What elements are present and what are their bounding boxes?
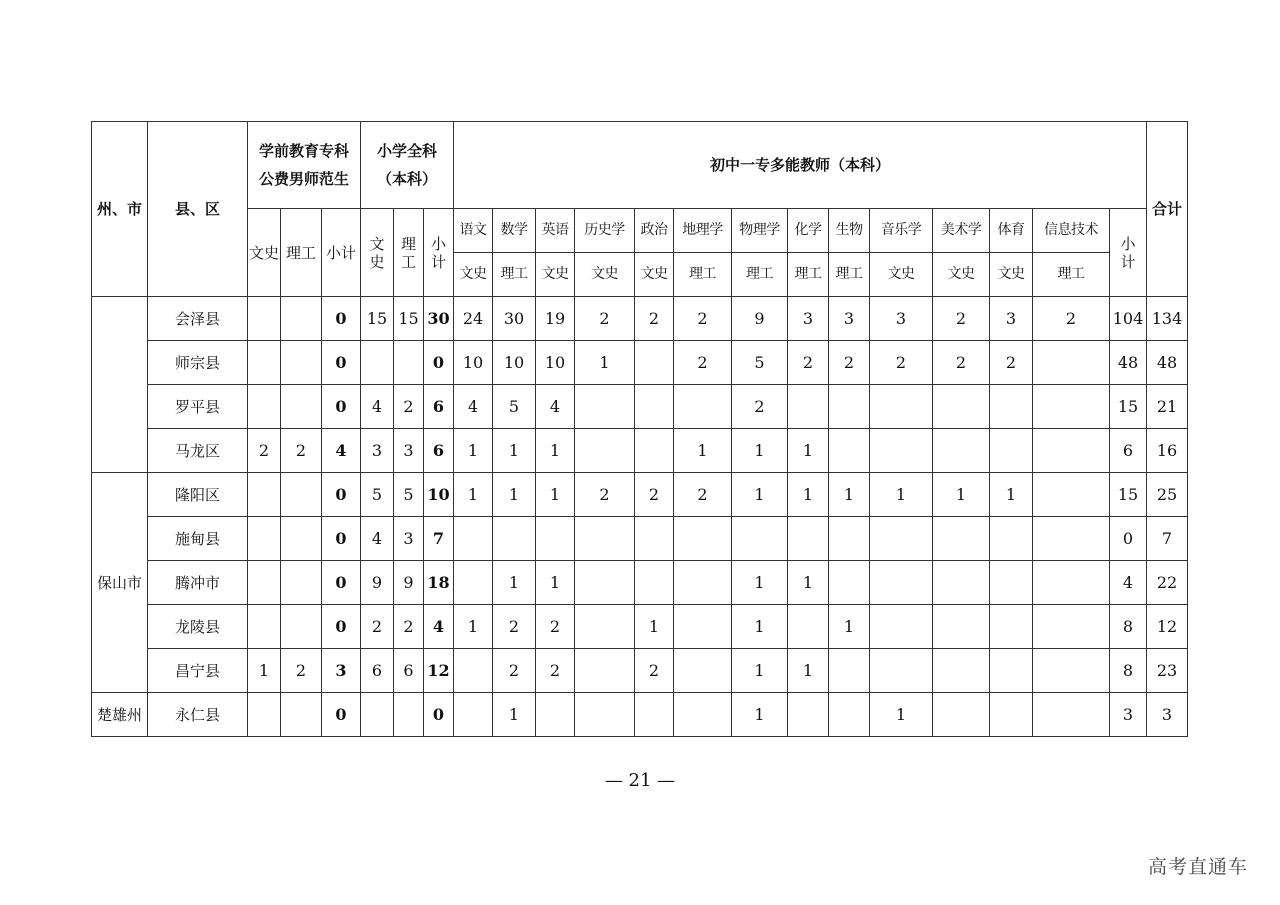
value-cell: 3	[394, 429, 424, 473]
value-cell: 6	[361, 649, 394, 693]
value-cell: 2	[933, 341, 990, 385]
subject-politics: 政治	[635, 209, 674, 253]
header-g1-subtotal: 小计	[322, 209, 361, 297]
value-cell: 0	[424, 341, 454, 385]
value-cell: 1	[493, 473, 536, 517]
table-row	[92, 385, 1188, 429]
value-cell	[1033, 605, 1110, 649]
value-cell	[674, 561, 732, 605]
stream-fine-arts: 文史	[933, 253, 990, 297]
value-cell	[1033, 429, 1110, 473]
value-cell: 6	[1110, 429, 1147, 473]
header-g2-subtotal-a: 小	[430, 234, 446, 253]
value-cell: 15	[1110, 473, 1147, 517]
value-cell	[248, 473, 281, 517]
value-cell: 1	[788, 649, 829, 693]
value-cell	[990, 649, 1033, 693]
value-cell: 2	[674, 473, 732, 517]
value-cell: 2	[575, 297, 635, 341]
value-cell	[990, 385, 1033, 429]
subject-fine-arts: 美术学	[933, 209, 990, 253]
value-cell: 1	[933, 473, 990, 517]
table-row	[92, 649, 1188, 693]
value-cell	[536, 693, 575, 737]
stream-pe: 文史	[990, 253, 1033, 297]
value-cell: 1	[732, 605, 788, 649]
value-cell: 4	[322, 429, 361, 473]
value-cell: 3	[361, 429, 394, 473]
value-cell	[281, 473, 322, 517]
stream-geography: 理工	[674, 253, 732, 297]
value-cell	[933, 561, 990, 605]
stream-it: 理工	[1033, 253, 1110, 297]
value-cell	[990, 693, 1033, 737]
value-cell: 2	[248, 429, 281, 473]
header-prefecture: 州、市	[92, 122, 148, 297]
value-cell: 2	[536, 605, 575, 649]
value-cell	[454, 649, 493, 693]
value-cell	[829, 429, 870, 473]
value-cell: 1	[990, 473, 1033, 517]
subject-physics: 物理学	[732, 209, 788, 253]
value-cell	[281, 385, 322, 429]
value-cell: 6	[394, 649, 424, 693]
value-cell: 1	[536, 473, 575, 517]
value-cell	[575, 517, 635, 561]
value-cell	[870, 561, 933, 605]
value-cell	[829, 649, 870, 693]
county-cell: 昌宁县	[148, 649, 248, 693]
value-cell	[361, 341, 394, 385]
value-cell: 0	[322, 341, 361, 385]
table-body	[92, 297, 1188, 737]
value-cell: 1	[732, 649, 788, 693]
value-cell	[575, 605, 635, 649]
value-cell: 1	[635, 605, 674, 649]
value-cell	[788, 385, 829, 429]
table-row	[92, 473, 1188, 517]
value-cell: 1	[829, 473, 870, 517]
header-primary	[361, 122, 454, 209]
value-cell	[536, 517, 575, 561]
value-cell	[1033, 341, 1110, 385]
value-cell	[933, 517, 990, 561]
value-cell: 2	[990, 341, 1033, 385]
prefecture-cell-chuxiong: 楚雄州	[92, 693, 148, 737]
value-cell: 5	[732, 341, 788, 385]
value-cell: 30	[493, 297, 536, 341]
value-cell	[361, 693, 394, 737]
county-cell: 会泽县	[148, 297, 248, 341]
header-g2-wenshi	[361, 209, 394, 297]
value-cell: 18	[424, 561, 454, 605]
county-cell: 罗平县	[148, 385, 248, 429]
value-cell: 3	[788, 297, 829, 341]
value-cell: 8	[1110, 605, 1147, 649]
stream-politics: 文史	[635, 253, 674, 297]
value-cell	[788, 605, 829, 649]
value-cell: 5	[394, 473, 424, 517]
table-row	[92, 605, 1188, 649]
value-cell: 2	[493, 649, 536, 693]
value-cell	[248, 341, 281, 385]
value-cell: 0	[322, 693, 361, 737]
value-cell: 2	[394, 385, 424, 429]
value-cell: 15	[361, 297, 394, 341]
value-cell: 1	[575, 341, 635, 385]
value-cell: 3	[990, 297, 1033, 341]
value-cell	[829, 561, 870, 605]
value-cell: 1	[536, 561, 575, 605]
table-row	[92, 517, 1188, 561]
value-cell	[674, 649, 732, 693]
value-cell	[248, 517, 281, 561]
value-cell	[990, 561, 1033, 605]
value-cell: 134	[1147, 297, 1188, 341]
value-cell: 2	[635, 297, 674, 341]
value-cell	[454, 561, 493, 605]
stream-chemistry: 理工	[788, 253, 829, 297]
value-cell: 1	[788, 473, 829, 517]
value-cell: 104	[1110, 297, 1147, 341]
value-cell	[788, 693, 829, 737]
header-g2-ligong-b: 工	[400, 252, 416, 271]
value-cell: 5	[493, 385, 536, 429]
table-row	[92, 341, 1188, 385]
value-cell	[281, 605, 322, 649]
value-cell: 2	[394, 605, 424, 649]
table-row	[92, 429, 1188, 473]
value-cell: 2	[674, 341, 732, 385]
header-g3-subtotal-a: 小	[1120, 234, 1136, 253]
value-cell: 21	[1147, 385, 1188, 429]
value-cell	[394, 341, 424, 385]
value-cell	[870, 649, 933, 693]
value-cell: 3	[1110, 693, 1147, 737]
value-cell	[933, 385, 990, 429]
value-cell	[281, 693, 322, 737]
value-cell	[281, 297, 322, 341]
value-cell	[1033, 517, 1110, 561]
county-cell: 师宗县	[148, 341, 248, 385]
value-cell	[575, 649, 635, 693]
value-cell	[990, 517, 1033, 561]
subject-chinese: 语文	[454, 209, 493, 253]
value-cell	[575, 693, 635, 737]
value-cell: 1	[829, 605, 870, 649]
value-cell: 10	[493, 341, 536, 385]
prefecture-cell-baoshan: 保山市	[92, 473, 148, 693]
value-cell: 22	[1147, 561, 1188, 605]
allocation-table	[91, 121, 1188, 737]
value-cell	[933, 693, 990, 737]
table-row	[92, 297, 1188, 341]
header-primary-line1: 小学全科	[376, 141, 437, 160]
value-cell	[674, 605, 732, 649]
stream-math: 理工	[493, 253, 536, 297]
county-cell: 腾冲市	[148, 561, 248, 605]
stream-english: 文史	[536, 253, 575, 297]
value-cell: 1	[454, 473, 493, 517]
subject-it: 信息技术	[1033, 209, 1110, 253]
header-g1-wenshi: 文史	[248, 209, 281, 297]
value-cell: 6	[424, 385, 454, 429]
value-cell: 1	[870, 473, 933, 517]
value-cell	[394, 693, 424, 737]
value-cell: 23	[1147, 649, 1188, 693]
value-cell	[674, 517, 732, 561]
value-cell: 8	[1110, 649, 1147, 693]
header-preschool-line1: 学前教育专科	[258, 141, 349, 160]
value-cell: 1	[870, 693, 933, 737]
value-cell	[281, 517, 322, 561]
value-cell	[870, 517, 933, 561]
value-cell: 2	[788, 341, 829, 385]
value-cell: 7	[424, 517, 454, 561]
header-junior-middle: 初中一专多能教师（本科）	[454, 122, 1147, 209]
value-cell	[281, 561, 322, 605]
value-cell	[635, 561, 674, 605]
value-cell: 1	[454, 429, 493, 473]
value-cell: 2	[575, 473, 635, 517]
value-cell	[990, 605, 1033, 649]
county-cell: 永仁县	[148, 693, 248, 737]
value-cell: 10	[454, 341, 493, 385]
value-cell: 1	[454, 605, 493, 649]
value-cell	[493, 517, 536, 561]
value-cell	[870, 605, 933, 649]
header-g2-ligong	[394, 209, 424, 297]
value-cell: 16	[1147, 429, 1188, 473]
header-county: 县、区	[148, 122, 248, 297]
header-g1-ligong: 理工	[281, 209, 322, 297]
value-cell: 0	[322, 517, 361, 561]
subject-geography: 地理学	[674, 209, 732, 253]
value-cell: 9	[394, 561, 424, 605]
value-cell: 4	[361, 517, 394, 561]
value-cell: 0	[1110, 517, 1147, 561]
value-cell: 7	[1147, 517, 1188, 561]
value-cell: 9	[361, 561, 394, 605]
watermark: 高考直通车	[1147, 856, 1248, 878]
header-total: 合计	[1147, 122, 1188, 297]
table-row	[92, 693, 1188, 737]
subject-english: 英语	[536, 209, 575, 253]
prefecture-cell-unnamed	[92, 297, 148, 473]
header-primary-line2: （本科）	[376, 170, 437, 188]
value-cell	[248, 605, 281, 649]
page-number: — 21 —	[604, 770, 676, 791]
subject-pe: 体育	[990, 209, 1033, 253]
subject-history: 历史学	[575, 209, 635, 253]
value-cell: 1	[493, 429, 536, 473]
value-cell	[454, 517, 493, 561]
value-cell: 3	[829, 297, 870, 341]
value-cell: 10	[536, 341, 575, 385]
value-cell	[281, 341, 322, 385]
value-cell: 0	[322, 297, 361, 341]
header-g3-subtotal	[1110, 209, 1147, 297]
value-cell	[829, 385, 870, 429]
value-cell: 5	[361, 473, 394, 517]
header-g2-ligong-a: 理	[400, 234, 416, 253]
header-preschool-line2: 公费男师范生	[258, 170, 349, 188]
value-cell	[635, 429, 674, 473]
value-cell: 12	[424, 649, 454, 693]
value-cell: 19	[536, 297, 575, 341]
value-cell: 0	[322, 561, 361, 605]
value-cell: 2	[493, 605, 536, 649]
header-g2-wenshi-a: 文	[369, 234, 385, 253]
value-cell: 1	[536, 429, 575, 473]
subject-math: 数学	[493, 209, 536, 253]
value-cell: 48	[1110, 341, 1147, 385]
value-cell	[575, 429, 635, 473]
value-cell: 1	[732, 429, 788, 473]
county-cell: 施甸县	[148, 517, 248, 561]
value-cell: 1	[493, 693, 536, 737]
value-cell: 1	[674, 429, 732, 473]
value-cell	[635, 385, 674, 429]
value-cell	[829, 693, 870, 737]
county-cell: 龙陵县	[148, 605, 248, 649]
value-cell	[1033, 561, 1110, 605]
value-cell	[1033, 649, 1110, 693]
value-cell: 2	[933, 297, 990, 341]
value-cell: 4	[536, 385, 575, 429]
value-cell: 2	[870, 341, 933, 385]
header-g2-wenshi-b: 史	[369, 252, 385, 271]
value-cell: 30	[424, 297, 454, 341]
value-cell: 12	[1147, 605, 1188, 649]
header-g3-subtotal-b: 计	[1120, 252, 1136, 271]
table-row	[92, 561, 1188, 605]
value-cell	[674, 693, 732, 737]
value-cell	[732, 517, 788, 561]
value-cell: 4	[454, 385, 493, 429]
value-cell	[1033, 385, 1110, 429]
value-cell: 3	[1147, 693, 1188, 737]
value-cell	[870, 429, 933, 473]
value-cell: 2	[281, 649, 322, 693]
value-cell	[829, 517, 870, 561]
value-cell: 24	[454, 297, 493, 341]
value-cell	[454, 693, 493, 737]
value-cell	[575, 561, 635, 605]
value-cell: 9	[732, 297, 788, 341]
value-cell: 0	[424, 693, 454, 737]
value-cell: 0	[322, 605, 361, 649]
value-cell: 15	[394, 297, 424, 341]
value-cell: 0	[322, 385, 361, 429]
value-cell: 2	[732, 385, 788, 429]
value-cell	[635, 341, 674, 385]
value-cell	[248, 561, 281, 605]
value-cell: 1	[732, 561, 788, 605]
value-cell: 4	[424, 605, 454, 649]
value-cell: 2	[536, 649, 575, 693]
value-cell	[788, 517, 829, 561]
county-cell: 隆阳区	[148, 473, 248, 517]
value-cell	[933, 605, 990, 649]
value-cell	[674, 385, 732, 429]
value-cell: 4	[361, 385, 394, 429]
value-cell: 1	[248, 649, 281, 693]
value-cell	[933, 429, 990, 473]
subject-music: 音乐学	[870, 209, 933, 253]
value-cell: 2	[674, 297, 732, 341]
value-cell: 48	[1147, 341, 1188, 385]
stream-music: 文史	[870, 253, 933, 297]
stream-physics: 理工	[732, 253, 788, 297]
value-cell: 2	[1033, 297, 1110, 341]
value-cell: 2	[829, 341, 870, 385]
subject-biology: 生物	[829, 209, 870, 253]
county-cell: 马龙区	[148, 429, 248, 473]
value-cell: 3	[322, 649, 361, 693]
subject-chemistry: 化学	[788, 209, 829, 253]
value-cell: 25	[1147, 473, 1188, 517]
value-cell: 1	[788, 429, 829, 473]
value-cell: 2	[635, 473, 674, 517]
value-cell: 1	[732, 693, 788, 737]
stream-chinese: 文史	[454, 253, 493, 297]
value-cell: 2	[635, 649, 674, 693]
value-cell: 1	[732, 473, 788, 517]
value-cell	[635, 517, 674, 561]
value-cell	[1033, 693, 1110, 737]
header-preschool	[248, 122, 361, 209]
value-cell	[248, 385, 281, 429]
value-cell: 15	[1110, 385, 1147, 429]
value-cell	[933, 649, 990, 693]
value-cell: 2	[281, 429, 322, 473]
value-cell: 2	[361, 605, 394, 649]
value-cell: 10	[424, 473, 454, 517]
value-cell: 4	[1110, 561, 1147, 605]
value-cell: 1	[493, 561, 536, 605]
value-cell: 0	[322, 473, 361, 517]
value-cell: 3	[870, 297, 933, 341]
stream-biology: 理工	[829, 253, 870, 297]
value-cell	[248, 297, 281, 341]
value-cell	[870, 385, 933, 429]
value-cell: 1	[788, 561, 829, 605]
header-g2-subtotal	[424, 209, 454, 297]
value-cell	[248, 693, 281, 737]
value-cell	[1033, 473, 1110, 517]
stream-history: 文史	[575, 253, 635, 297]
value-cell	[635, 693, 674, 737]
value-cell: 3	[394, 517, 424, 561]
value-cell	[990, 429, 1033, 473]
header-g2-subtotal-b: 计	[430, 252, 446, 271]
value-cell: 6	[424, 429, 454, 473]
value-cell	[575, 385, 635, 429]
